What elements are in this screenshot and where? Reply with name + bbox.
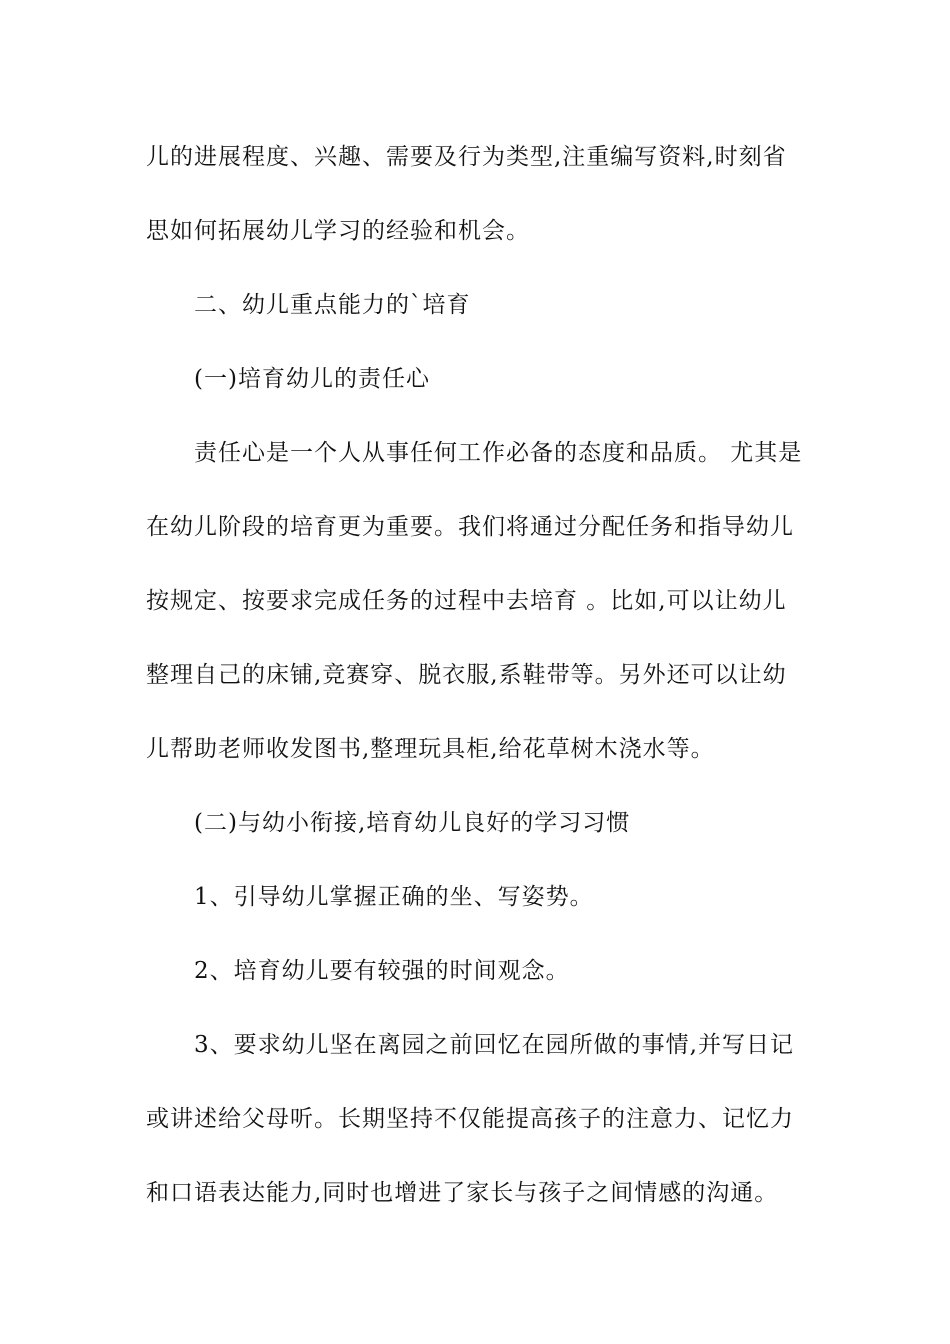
list-item: 2、培育幼儿要有较强的时间观念。 bbox=[194, 958, 570, 984]
subsection-heading: (二)与幼小衔接,培育幼儿良好的学习习惯 bbox=[194, 810, 631, 836]
text-line: 儿的进展程度、兴趣、需要及行为类型,注重编写资料,时刻省 bbox=[146, 144, 787, 170]
document-body bbox=[146, 128, 810, 1238]
text-line: 和口语表达能力,同时也增进了家长与孩子之间情感的沟通。 bbox=[146, 1180, 779, 1206]
section-heading: 二、幼儿重点能力的`培育 bbox=[194, 292, 471, 318]
text-line: 在幼儿阶段的培育更为重要。我们将通过分配任务和指导幼儿 bbox=[146, 514, 794, 540]
list-item: 1、引导幼儿掌握正确的坐、写姿势。 bbox=[194, 884, 594, 910]
text-line: 思如何拓展幼儿学习的经验和机会。 bbox=[146, 218, 530, 244]
text-line: 或讲述给父母听。长期坚持不仅能提高孩子的注意力、记忆力 bbox=[146, 1106, 794, 1132]
subsection-heading: (一)培育幼儿的责任心 bbox=[194, 366, 430, 392]
list-item: 3、要求幼儿坚在离园之前回忆在园所做的事情,并写日记 bbox=[194, 1032, 794, 1058]
text-line: 按规定、按要求完成任务的过程中去培育 。比如,可以让幼儿 bbox=[146, 588, 787, 614]
text-line: 儿帮助老师收发图书,整理玩具柜,给花草树木浇水等。 bbox=[146, 736, 715, 762]
text-line: 整理自己的床铺,竞赛穿、脱衣服,系鞋带等。另外还可以让幼 bbox=[146, 662, 787, 688]
paragraph-start: 责任心是一个人从事任何工作必备的态度和品质。 尤其是 bbox=[194, 440, 803, 466]
